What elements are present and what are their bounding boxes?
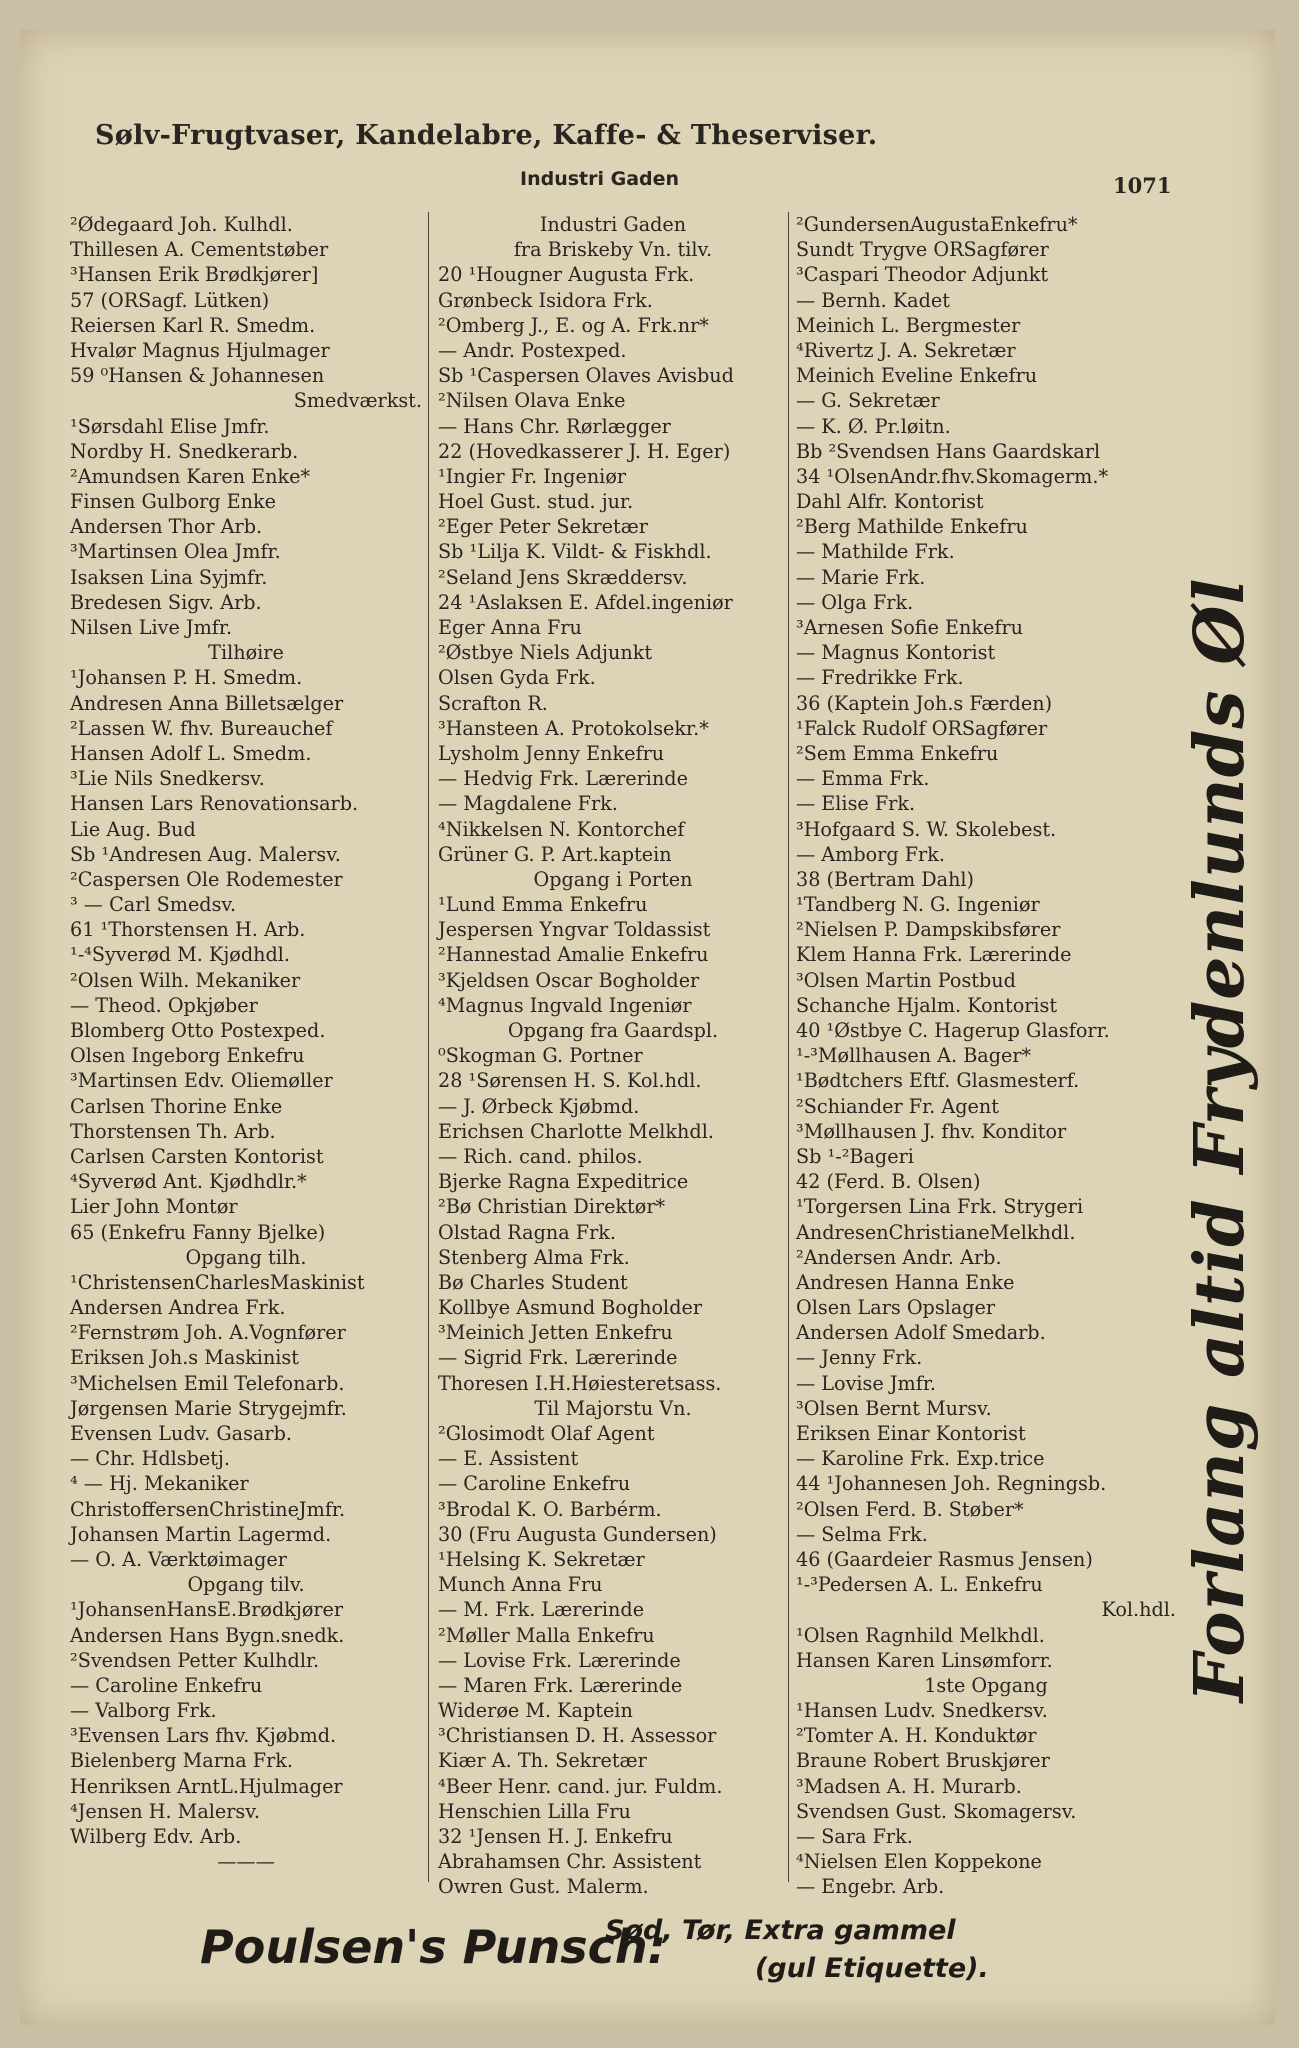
directory-entry: Til Majorstu Vn. xyxy=(534,1396,692,1420)
directory-entry: ¹Hansen Ludv. Snedkersv. xyxy=(796,1699,1048,1723)
directory-entry: — Selma Frk. xyxy=(796,1522,928,1546)
directory-entry: — Amborg Frk. xyxy=(796,842,945,866)
directory-entry: 59 ⁰Hansen & Johannesen xyxy=(70,364,325,388)
directory-entry: Munch Anna Fru xyxy=(438,1573,603,1597)
directory-entry: — Andr. Postexped. xyxy=(438,338,627,362)
directory-entry: ¹Olsen Ragnhild Melkhdl. xyxy=(796,1623,1045,1647)
footer-brand: Poulsen's Punsch: xyxy=(200,1920,666,1974)
directory-entry: ¹-⁴Syverød M. Kjødhdl. xyxy=(70,943,290,967)
directory-entry: ²Nilsen Olava Enke xyxy=(438,389,626,413)
directory-entry: ³Lie Nils Snedkersv. xyxy=(70,767,265,791)
directory-entry: ⁴Nielsen Elen Koppekone xyxy=(796,1850,1042,1874)
directory-entry: Olstad Ragna Frk. xyxy=(438,1220,616,1244)
directory-entry: ³Kjeldsen Oscar Bogholder xyxy=(438,968,700,992)
directory-entry: ¹Helsing K. Sekretær xyxy=(438,1547,645,1571)
directory-entry: ³Hansteen A. Protokolsekr.* xyxy=(438,716,709,740)
directory-entry: Tilhøire xyxy=(208,641,284,665)
directory-entry: Opgang i Porten xyxy=(533,867,693,891)
directory-entry: ¹Torgersen Lina Frk. Strygeri xyxy=(796,1195,1084,1219)
directory-entry: ⁴Beer Henr. cand. jur. Fuldm. xyxy=(438,1774,723,1798)
directory-entry: Scrafton R. xyxy=(438,691,548,715)
directory-entry: Klem Hanna Frk. Lærerinde xyxy=(796,943,1072,967)
directory-entry: Olsen Lars Opslager xyxy=(796,1296,996,1320)
directory-entry: Sundt Trygve ORSagfører xyxy=(796,238,1049,262)
directory-entry: Svendsen Gust. Skomagersv. xyxy=(796,1799,1077,1823)
directory-entry: ¹-³Pedersen A. L. Enkefru xyxy=(796,1573,1043,1597)
directory-entry: Opgang fra Gaardspl. xyxy=(507,1019,719,1042)
directory-entry: ²Berg Mathilde Enkefru xyxy=(796,515,1028,539)
directory-entry: Nordby H. Snedkerarb. xyxy=(70,439,299,463)
directory-entry: ⁴Nikkelsen N. Kontorchef xyxy=(438,817,685,841)
directory-entry: ¹Falck Rudolf ORSagfører xyxy=(796,716,1048,740)
side-advertisement: Forlang altid Frydenlunds Øl xyxy=(1180,577,1260,1703)
directory-entry: 22 (Hovedkasserer J. H. Eger) xyxy=(438,439,731,463)
column-divider xyxy=(428,212,429,1882)
directory-entry: Andersen Adolf Smedarb. xyxy=(796,1321,1046,1345)
directory-entry: 20 ¹Hougner Augusta Frk. xyxy=(438,263,695,287)
directory-entry: — Lovise Jmfr. xyxy=(796,1371,937,1395)
directory-entry: ¹Tandberg N. G. Ingeniør xyxy=(796,893,1040,917)
directory-entry: — Hans Chr. Rørlægger xyxy=(438,414,671,438)
directory-entry: Hansen Karen Linsømforr. xyxy=(796,1648,1053,1672)
directory-entry: — Lovise Frk. Lærerinde xyxy=(438,1648,681,1672)
directory-entry: ²Andersen Andr. Arb. xyxy=(796,1245,1002,1269)
directory-entry: — Elise Frk. xyxy=(796,792,916,816)
directory-entry: ²Caspersen Ole Rodemester xyxy=(70,867,343,891)
directory-entry: ²Seland Jens Skræddersv. xyxy=(438,565,688,589)
directory-entry: ³Christiansen D. H. Assessor xyxy=(438,1724,717,1748)
directory-entry: Olsen Gyda Frk. xyxy=(438,666,596,690)
directory-entry: Kiær A. Th. Sekretær xyxy=(438,1749,647,1773)
directory-entry: Sb ¹Lilja K. Vildt- & Fiskhdl. xyxy=(438,540,712,564)
directory-entry: Widerøe M. Kaptein xyxy=(438,1699,633,1723)
directory-entry: Wilberg Edv. Arb. xyxy=(70,1825,242,1848)
directory-entry: 61 ¹Thorstensen H. Arb. xyxy=(70,918,306,942)
directory-entry: Bielenberg Marna Frk. xyxy=(70,1749,293,1773)
directory-entry: Sb ¹Andresen Aug. Malersv. xyxy=(70,842,341,866)
directory-entry: ³Møllhausen J. fhv. Konditor xyxy=(796,1119,1067,1143)
directory-entry: Thoresen I.H.Høiesteretsass. xyxy=(438,1371,722,1395)
directory-entry: Kol.hdl. xyxy=(1101,1598,1176,1622)
directory-entry: — Maren Frk. Lærerinde xyxy=(438,1673,683,1697)
directory-column-3 xyxy=(796,212,1176,1900)
column-divider xyxy=(788,212,789,1882)
footer-tagline: Sød, Tør, Extra gammel xyxy=(605,1915,956,1946)
directory-entry: ³Olsen Bernt Mursv. xyxy=(796,1396,992,1420)
directory-entry: ²Svendsen Petter Kulhdlr. xyxy=(70,1648,320,1672)
directory-entry: — J. Ørbeck Kjøbmd. xyxy=(438,1094,640,1118)
directory-entry: Grønbeck Isidora Frk. xyxy=(438,288,653,312)
directory-entry: ²Sem Emma Enkefru xyxy=(796,741,999,765)
directory-entry: 65 (Enkefru Fanny Bjelke) xyxy=(70,1220,326,1244)
directory-entry: ³Hansen Erik Brødkjører] xyxy=(70,263,319,287)
directory-entry: ¹Ingier Fr. Ingeniør xyxy=(438,464,627,488)
directory-entry: ⁴Syverød Ant. Kjødhdlr.* xyxy=(70,1170,307,1194)
directory-entry: Eger Anna Fru xyxy=(438,616,582,639)
directory-entry: 57 (ORSagf. Lütken) xyxy=(70,288,270,312)
directory-entry: ³Martinsen Olea Jmfr. xyxy=(70,540,281,564)
directory-entry: — Hedvig Frk. Lærerinde xyxy=(438,767,688,791)
directory-entry: ²Olsen Ferd. B. Støber* xyxy=(796,1497,1024,1521)
directory-entry: ²Omberg J., E. og A. Frk.nr* xyxy=(438,313,709,337)
directory-entry: Finsen Gulborg Enke xyxy=(70,490,277,514)
directory-entry: ⁴Magnus Ingvald Ingeniør xyxy=(438,993,692,1017)
directory-entry: ³Brodal K. O. Barbérm. xyxy=(438,1497,662,1521)
directory-column-2 xyxy=(438,212,788,1900)
directory-entry: Thorstensen Th. Arb. xyxy=(70,1119,276,1143)
directory-entry: 24 ¹Aslaksen E. Afdel.ingeniør xyxy=(438,590,733,614)
directory-entry: — Theod. Opkjøber xyxy=(70,993,258,1017)
directory-entry: Kollbye Asmund Bogholder xyxy=(438,1296,703,1320)
directory-entry: — Karoline Frk. Exp.trice xyxy=(796,1447,1045,1471)
directory-entry: Bjerke Ragna Expeditrice xyxy=(438,1170,689,1194)
directory-entry: ChristoffersenChristineJmfr. xyxy=(70,1497,346,1521)
directory-entry: Braune Robert Bruskjører xyxy=(796,1749,1050,1773)
directory-entry: Andersen Thor Arb. xyxy=(70,515,263,539)
directory-entry: — Fredrikke Frk. xyxy=(796,666,964,690)
directory-entry: Opgang tilv. xyxy=(187,1573,305,1597)
directory-entry: — Sigrid Frk. Lærerinde xyxy=(438,1346,678,1370)
page-number: 1071 xyxy=(1113,173,1172,198)
directory-entry: 40 ¹Østbye C. Hagerup Glasforr. xyxy=(796,1019,1110,1042)
directory-entry: Hansen Lars Renovationsarb. xyxy=(70,792,359,816)
directory-column-1 xyxy=(70,212,422,1874)
directory-entry: ²Schiander Fr. Agent xyxy=(796,1094,999,1118)
directory-entry: Industri Gaden xyxy=(539,213,687,236)
directory-entry: ²Nielsen P. Dampskibsfører xyxy=(796,918,1061,942)
directory-entry: Jespersen Yngvar Toldassist xyxy=(438,918,711,942)
directory-entry: 30 (Fru Augusta Gundersen) xyxy=(438,1522,717,1546)
directory-entry: Lysholm Jenny Enkefru xyxy=(438,741,665,765)
directory-entry: ¹-³Møllhausen A. Bager* xyxy=(796,1044,1032,1068)
directory-entry: Bredesen Sigv. Arb. xyxy=(70,590,262,614)
directory-entry: ¹Bødtchers Eftf. Glasmesterf. xyxy=(796,1069,1080,1093)
directory-entry: AndresenChristianeMelkhdl. xyxy=(796,1220,1076,1244)
directory-entry: — Emma Frk. xyxy=(796,767,930,791)
directory-entry: Eriksen Joh.s Maskinist xyxy=(70,1346,299,1370)
directory-entry: ²Fernstrøm Joh. A.Vognfører xyxy=(70,1321,346,1345)
directory-entry: — Bernh. Kadet xyxy=(796,288,950,312)
directory-entry: Isaksen Lina Syjmfr. xyxy=(70,565,268,589)
directory-entry: Hoel Gust. stud. jur. xyxy=(438,490,634,514)
directory-entry: 46 (Gaardeier Rasmus Jensen) xyxy=(796,1547,1093,1571)
street-heading: Industri Gaden xyxy=(520,168,680,190)
directory-entry: ⁴Jensen H. Malersv. xyxy=(70,1799,260,1823)
directory-entry: ⁴Rivertz J. A. Sekretær xyxy=(796,338,1016,362)
directory-entry: Reiersen Karl R. Smedm. xyxy=(70,313,316,337)
directory-entry: fra Briskeby Vn. tilv. xyxy=(513,238,713,262)
directory-entry: — M. Frk. Lærerinde xyxy=(438,1598,645,1622)
directory-entry: 38 (Bertram Dahl) xyxy=(796,867,975,891)
directory-entry: — G. Sekretær xyxy=(796,389,940,413)
directory-entry: ²Ødegaard Joh. Kulhdl. xyxy=(70,213,293,236)
directory-entry: Lier John Montør xyxy=(70,1195,238,1219)
directory-entry: — Olga Frk. xyxy=(796,590,914,614)
directory-entry: — Rich. cand. philos. xyxy=(438,1144,643,1168)
directory-entry: ³Arnesen Sofie Enkefru xyxy=(796,616,1024,639)
directory-entry: ²Eger Peter Sekretær xyxy=(438,515,648,539)
directory-entry: ²Hannestad Amalie Enkefru xyxy=(438,943,709,967)
directory-entry: Bø Charles Student xyxy=(438,1270,628,1294)
directory-entry: — E. Assistent xyxy=(438,1447,579,1471)
directory-entry: ¹Johansen P. H. Smedm. xyxy=(70,666,303,690)
directory-entry: Lie Aug. Bud xyxy=(70,817,196,841)
directory-entry: Smedværkst. xyxy=(293,389,422,413)
directory-entry: Henriksen ArntL.Hjulmager xyxy=(70,1774,343,1798)
directory-entry: ³Michelsen Emil Telefonarb. xyxy=(70,1371,345,1395)
directory-entry: ³Meinich Jetten Enkefru xyxy=(438,1321,673,1345)
directory-entry: ¹ChristensenCharlesMaskinist xyxy=(70,1270,365,1294)
directory-entry: ³Caspari Theodor Adjunkt xyxy=(796,263,1049,287)
directory-entry: ³Hofgaard S. W. Skolebest. xyxy=(796,817,1057,841)
directory-entry: ²GundersenAugustaEnkefru* xyxy=(796,213,1078,236)
directory-entry: Schanche Hjalm. Kontorist xyxy=(796,993,1058,1017)
directory-entry: Hvalør Magnus Hjulmager xyxy=(70,338,330,362)
directory-entry: 42 (Ferd. B. Olsen) xyxy=(796,1170,981,1194)
directory-entry: — O. A. Værktøimager xyxy=(70,1547,287,1571)
directory-entry: — K. Ø. Pr.løitn. xyxy=(796,414,951,438)
directory-entry: Stenberg Alma Frk. xyxy=(438,1245,630,1269)
directory-entry: Bb ²Svendsen Hans Gaardskarl xyxy=(796,439,1101,463)
directory-entry: 32 ¹Jensen H. J. Enkefru xyxy=(438,1825,673,1848)
directory-entry: ¹JohansenHansE.Brødkjører xyxy=(70,1598,344,1622)
directory-entry: 34 ¹OlsenAndr.fhv.Skomagerm.* xyxy=(796,464,1109,488)
directory-entry: Jørgensen Marie Strygejmfr. xyxy=(70,1396,347,1420)
directory-entry: ⁰Skogman G. Portner xyxy=(438,1044,643,1068)
directory-entry: Andresen Hanna Enke xyxy=(796,1270,1015,1294)
directory-entry: ³Olsen Martin Postbud xyxy=(796,968,1016,992)
directory-entry: Dahl Alfr. Kontorist xyxy=(796,490,984,514)
directory-entry: — Magdalene Frk. xyxy=(438,792,618,816)
directory-entry: — Jenny Frk. xyxy=(796,1346,923,1370)
directory-entry: Andersen Andrea Frk. xyxy=(70,1296,286,1320)
directory-entry: Evensen Ludv. Gasarb. xyxy=(70,1422,292,1445)
directory-entry: Henschien Lilla Fru xyxy=(438,1799,631,1823)
directory-entry: ²Møller Malla Enkefru xyxy=(438,1623,655,1647)
directory-entry: ²Glosimodt Olaf Agent xyxy=(438,1422,655,1445)
directory-entry: ³ — Carl Smedsv. xyxy=(70,893,237,917)
directory-entry: ³Madsen A. H. Murarb. xyxy=(796,1774,1022,1798)
directory-entry: Andresen Anna Billetsælger xyxy=(70,691,344,715)
directory-entry: Meinich L. Bergmester xyxy=(796,313,1021,337)
directory-entry: 44 ¹Johannesen Joh. Regningsb. xyxy=(796,1472,1107,1496)
directory-entry: ³Martinsen Edv. Oliemøller xyxy=(70,1069,333,1093)
directory-entry: Andersen Hans Bygn.snedk. xyxy=(70,1623,345,1647)
directory-entry: Erichsen Charlotte Melkhdl. xyxy=(438,1119,714,1143)
directory-entry: Sb ¹-²Bageri xyxy=(796,1144,914,1168)
directory-entry: Carlsen Thorine Enke xyxy=(70,1094,283,1118)
directory-entry: ²Østbye Niels Adjunkt xyxy=(438,641,653,665)
directory-entry: — Chr. Hdlsbetj. xyxy=(70,1447,230,1471)
directory-entry: ²Bø Christian Direktør* xyxy=(438,1195,666,1219)
directory-entry: — Caroline Enkefru xyxy=(70,1673,263,1697)
directory-entry: — Engebr. Arb. xyxy=(796,1875,945,1899)
directory-entry: — Marie Frk. xyxy=(796,565,926,589)
footer-tagline-secondary: (gul Etiquette). xyxy=(755,1953,989,1984)
directory-entry: Owren Gust. Malerm. xyxy=(438,1875,649,1899)
directory-entry: Blomberg Otto Postexped. xyxy=(70,1019,326,1042)
directory-entry: ⁴ — Hj. Mekaniker xyxy=(70,1472,249,1496)
directory-entry: ¹Lund Emma Enkefru xyxy=(438,893,648,917)
directory-entry: Opgang tilh. xyxy=(185,1245,307,1269)
directory-entry: — Valborg Frk. xyxy=(70,1699,217,1723)
directory-entry: Eriksen Einar Kontorist xyxy=(796,1422,1026,1445)
directory-entry: ³Evensen Lars fhv. Kjøbmd. xyxy=(70,1724,337,1748)
directory-entry: Carlsen Carsten Kontorist xyxy=(70,1144,324,1168)
directory-entry: Meinich Eveline Enkefru xyxy=(796,364,1038,388)
directory-entry: Grüner G. P. Art.kaptein xyxy=(438,842,672,866)
directory-entry: 36 (Kaptein Joh.s Færden) xyxy=(796,691,1053,715)
directory-entry: Nilsen Live Jmfr. xyxy=(70,616,233,639)
directory-entry: Abrahamsen Chr. Assistent xyxy=(438,1850,702,1874)
directory-entry: — Mathilde Frk. xyxy=(796,540,955,564)
directory-entry: — Magnus Kontorist xyxy=(796,641,996,665)
directory-entry: ²Olsen Wilh. Mekaniker xyxy=(70,968,301,992)
directory-entry: 1ste Opgang xyxy=(924,1673,1048,1697)
directory-entry: Olsen Ingeborg Enkefru xyxy=(70,1044,305,1068)
directory-entry: Johansen Martin Lagermd. xyxy=(70,1522,332,1546)
directory-entry: 28 ¹Sørensen H. S. Kol.hdl. xyxy=(438,1069,702,1093)
directory-entry: — Sara Frk. xyxy=(796,1825,913,1848)
header-advertisement: Sølv-Frugtvaser, Kandelabre, Kaffe- & Theserviser. xyxy=(95,120,878,151)
directory-entry: Sb ¹Caspersen Olaves Avisbud xyxy=(438,364,734,388)
directory-entry: ——— xyxy=(217,1850,275,1874)
directory-entry: ¹Sørsdahl Elise Jmfr. xyxy=(70,414,270,438)
directory-entry: Hansen Adolf L. Smedm. xyxy=(70,741,312,765)
directory-entry: — Caroline Enkefru xyxy=(438,1472,631,1496)
directory-entry: Thillesen A. Cementstøber xyxy=(70,238,329,262)
directory-entry: ²Lassen W. fhv. Bureauchef xyxy=(70,716,333,740)
directory-entry: ²Amundsen Karen Enke* xyxy=(70,464,311,488)
directory-entry: ²Tomter A. H. Konduktør xyxy=(796,1724,1037,1748)
